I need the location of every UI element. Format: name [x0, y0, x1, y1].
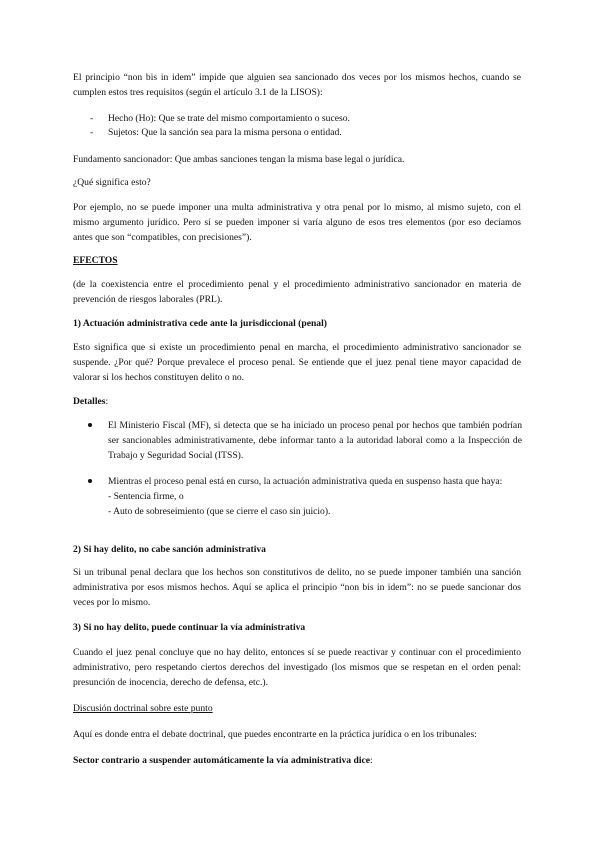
intro-paragraph: El principio “non bis in idem” impide que alguien sea sancionado dos veces por los mismos hechos, cuando se cumplen estos tres requisitos (según el artículo 3.1 de la LISOS):: [73, 72, 521, 98]
fundamento-paragraph: Fundamento sancionador: Que ambas sanciones tengan la misma base legal o jurídica.: [73, 154, 405, 165]
discusion-heading: Discusión doctrinal sobre este punto: [73, 703, 213, 714]
bullet-text: Mientras el proceso penal está en curso, la actuación administrativa queda en suspenso hasta que haya:: [108, 476, 503, 487]
discusion-body: Aquí es donde entra el debate doctrinal, que puedes encontrarte en la práctica jurídica o en los tribunales:: [73, 729, 477, 740]
bullet-text: El Ministerio Fiscal (MF), si detecta que se ha iniciado un proceso penal por hechos que también podrían ser sancionables administrativamente, debe informar tanto a la autoridad laboral como a la Inspección de Trabajo y Seguridad Social (ITSS).: [108, 420, 522, 461]
sector-text: Sector contrario a suspender automáticamente la vía administrativa dice: [73, 755, 371, 766]
dash-marker: -: [90, 113, 94, 124]
detalles-colon: :: [105, 396, 109, 407]
sector-colon: :: [370, 755, 373, 766]
efectos-description: (de la coexistencia entre el procedimiento penal y el procedimiento administrativo sancionador en materia de prevención de riesgos laborales (PRL).: [73, 279, 521, 305]
bullet-icon: [88, 423, 92, 427]
section-2-heading: 2) Si hay delito, no cabe sanción administrativa: [73, 544, 266, 555]
requirement-text: Hecho (Ho): Que se trate del mismo comportamiento o suceso.: [108, 113, 350, 124]
bullet-subitem: - Sentencia firme, o: [108, 491, 184, 502]
requirement-text: Sujetos: Que la sanción sea para la misma persona o entidad.: [108, 127, 342, 138]
section-1-body: Esto significa que si existe un procedimiento penal en marcha, el procedimiento administrativo sancionador se suspende. ¿Por qué? Porque prevalece el proceso penal. Se entiende que el juez penal tiene mayor capacidad de valorar si los hechos constituyen delito o no.: [73, 342, 521, 383]
sector-heading: [73, 753, 521, 768]
detalles-label: [73, 394, 521, 409]
bullet-subitem: - Auto de sobreseimiento (que se cierre el caso sin juicio).: [108, 506, 331, 517]
question-paragraph: ¿Qué significa esto?: [73, 177, 151, 188]
bullet-item-suspension: [88, 474, 522, 519]
section-3-body: Cuando el juez penal concluye que no hay delito, entonces sí se puede reactivar y continuar con el procedimiento administrativo, pero respetando ciertos derechos del investigado (los mismos que se respetan en el orden penal: presunción de inocencia, derecho de defensa, etc.).: [73, 647, 521, 688]
detalles-text: Detalles: [73, 396, 106, 407]
efectos-heading: EFECTOS: [73, 255, 118, 266]
explanation-paragraph: Por ejemplo, no se puede imponer una multa administrativa y otra penal por lo mismo, al mismo sujeto, con el mismo argumento jurídico. Pero sí se pueden imponer si varía alguno de esos tres elementos (por eso decíamos antes que son “compatibles, con precisiones”).: [73, 202, 521, 243]
bullet-item-ministerio-fiscal: [88, 418, 522, 463]
dash-marker: -: [90, 127, 94, 138]
section-3-heading: 3) Si no hay delito, puede continuar la vía administrativa: [73, 622, 306, 633]
section-1-heading: 1) Actuación administrativa cede ante la jurisdiccional (penal): [73, 318, 327, 329]
section-2-body: Si un tribunal penal declara que los hechos son constitutivos de delito, no se puede imponer también una sanción administrativa por esos mismos hechos. Aquí se aplica el principio “non bis in idem”: no se puede sancionar dos veces por lo mismo.: [73, 567, 521, 608]
bullet-icon: [88, 479, 92, 483]
